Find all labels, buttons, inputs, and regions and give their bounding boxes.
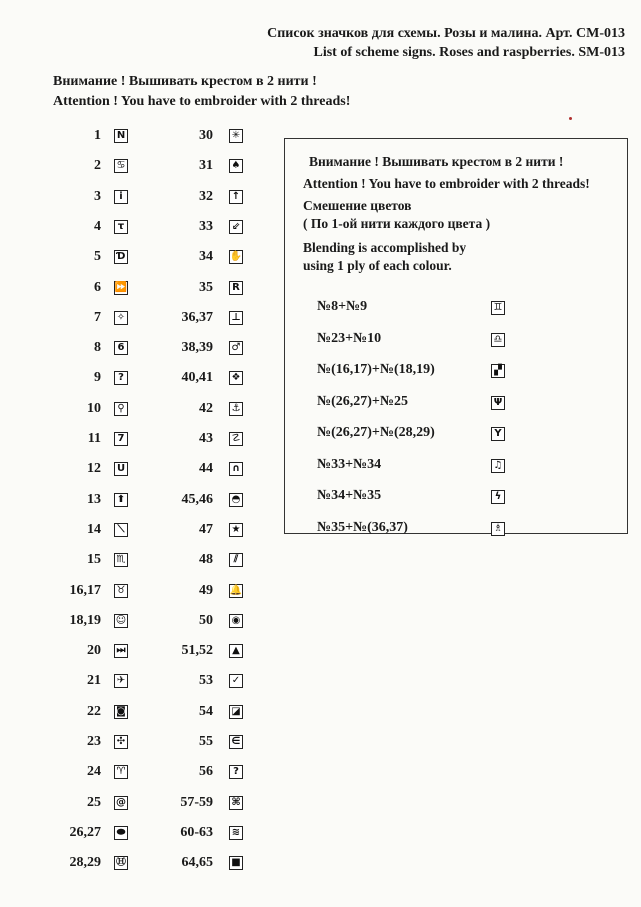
symbol-number: 11 — [87, 431, 101, 446]
symbol-icon: ☺ — [115, 614, 127, 626]
symbol-icon: ☡ — [229, 432, 243, 446]
blend-symbol-icon: Y — [491, 427, 505, 441]
blend-title-en: Blending is accomplished by — [303, 240, 467, 255]
symbol-number: 51,52 — [181, 643, 213, 659]
symbol-icon: Ⓗ — [116, 857, 126, 869]
symbol-number: 13 — [87, 491, 101, 507]
blend-label: №(16,17)+№(18,19) — [317, 362, 435, 377]
blend-note-en: using 1 ply of each colour. — [303, 258, 452, 273]
symbol-icon: ♠ — [229, 159, 243, 173]
symbol-icon: ⬆ — [114, 493, 128, 507]
symbol-icon: ✧ — [114, 311, 128, 325]
symbol-number: 60-63 — [180, 824, 213, 840]
symbol-number: 32 — [199, 188, 213, 204]
blend-symbol-icon: Ψ — [491, 396, 505, 410]
symbol-icon: ✳ — [229, 129, 243, 143]
symbol-icon: ⚓ — [229, 402, 243, 416]
symbol-number: 33 — [199, 218, 213, 234]
symbol-number: 56 — [199, 764, 213, 780]
attention-ru: Внимание ! Вышивать крестом в 2 нити ! — [53, 74, 317, 89]
symbol-icon: ? — [229, 765, 243, 779]
blend-symbol-icon: ♗ — [491, 522, 505, 536]
symbol-icon: i — [114, 190, 128, 204]
blend-label: №35+№(36,37) — [317, 519, 408, 535]
symbol-number: 7 — [94, 309, 101, 325]
symbol-number: 40,41 — [181, 370, 213, 386]
symbol-number: 44 — [199, 461, 213, 477]
symbol-icon: N — [114, 129, 128, 143]
symbol-number: 23 — [87, 734, 101, 749]
symbol-icon: ♉ — [114, 584, 128, 598]
symbol-number: 22 — [87, 703, 101, 719]
symbol-number: 4 — [94, 218, 101, 234]
blend-label: №8+№9 — [317, 299, 368, 314]
symbol-icon: U — [114, 462, 128, 476]
symbol-number: 25 — [87, 794, 101, 810]
blending-box — [284, 138, 628, 534]
symbol-number: 15 — [87, 552, 101, 568]
symbol-number: 50 — [199, 612, 213, 628]
symbol-icon: ◉ — [229, 614, 243, 628]
symbol-icon: ✓ — [229, 674, 243, 688]
symbol-icon: ♂ — [229, 341, 243, 355]
symbol-icon: ⫽ — [229, 553, 243, 567]
symbol-icon: ★ — [229, 523, 243, 537]
symbol-number: 10 — [87, 400, 101, 416]
symbol-number: 28,29 — [69, 855, 101, 871]
symbol-number: 9 — [94, 370, 101, 386]
symbol-icon: ∈ — [229, 735, 243, 749]
blend-symbol-icon: ♊ — [491, 301, 505, 315]
header — [267, 24, 625, 62]
symbol-number: 55 — [199, 734, 213, 749]
symbol-number: 2 — [94, 158, 101, 174]
symbol-number: 45,46 — [181, 491, 213, 507]
symbol-number: 20 — [87, 643, 101, 659]
symbol-number: 49 — [199, 582, 213, 598]
symbol-number: 53 — [199, 673, 213, 689]
symbol-number: 31 — [199, 158, 213, 174]
symbol-icon: ✋ — [229, 251, 243, 263]
blend-title-ru: Смешение цветов — [303, 198, 412, 213]
symbol-icon: ⏭ — [114, 644, 128, 658]
title-ru: Список значков для схемы. Розы и малина. Арт. СМ-013 — [267, 26, 625, 41]
symbol-icon: 6 — [114, 341, 128, 355]
stray-mark — [569, 117, 572, 120]
symbol-icon: ⌘ — [229, 796, 243, 810]
symbol-number: 6 — [94, 279, 101, 295]
symbol-number: 64,65 — [181, 855, 213, 871]
box-attention-ru: Внимание ! Вышивать крестом в 2 нити ! — [309, 154, 564, 169]
symbol-number: 35 — [199, 279, 213, 295]
symbol-number: 5 — [94, 249, 101, 265]
attention-block — [53, 72, 350, 112]
symbol-icon: ↑ — [229, 190, 243, 204]
symbol-number: 14 — [87, 521, 101, 537]
symbol-number: 57-59 — [180, 794, 213, 810]
symbol-icon: ? — [114, 371, 128, 385]
blend-label: №34+№35 — [317, 488, 382, 503]
symbol-icon: ⟍ — [114, 523, 128, 537]
symbol-icon: ✈ — [114, 674, 128, 688]
symbol-icon: ♋ — [114, 159, 128, 173]
symbol-number: 34 — [199, 249, 213, 265]
symbol-icon: ▲ — [229, 644, 243, 658]
symbol-number: 47 — [199, 521, 213, 537]
symbol-icon: 🔔 — [229, 584, 243, 596]
symbol-icon: ⚲ — [114, 402, 128, 416]
blend-symbol-icon: ♫ — [491, 459, 505, 473]
symbol-icon: ≋ — [229, 826, 243, 840]
blend-symbol-icon: ♎ — [491, 333, 505, 347]
title-en: List of scheme signs. Roses and raspberries. SM-013 — [313, 45, 625, 60]
symbol-icon: ◪ — [229, 705, 243, 719]
symbol-number: 12 — [87, 461, 101, 477]
symbol-number: 26,27 — [69, 824, 101, 840]
symbol-icon: ♈ — [114, 765, 128, 779]
attention-en: Attention ! You have to embroider with 2 threads! — [53, 94, 351, 109]
symbol-icon: ◓ — [229, 493, 243, 507]
symbol-number: 1 — [94, 128, 101, 143]
symbol-icon: ◙ — [114, 705, 128, 719]
symbol-icon: ⬬ — [114, 826, 128, 840]
symbol-icon: ❖ — [229, 371, 243, 385]
symbol-icon: R — [229, 281, 243, 295]
symbol-number: 42 — [199, 400, 213, 416]
symbol-number: 18,19 — [69, 612, 101, 628]
symbol-number: 21 — [87, 673, 101, 689]
symbol-number: 43 — [199, 431, 213, 446]
symbol-icon: ■ — [229, 856, 243, 870]
symbol-icon: 7 — [114, 432, 128, 446]
symbol-icon: ⊥ — [229, 311, 243, 325]
symbol-icon: ⇙ — [229, 220, 243, 234]
symbol-number: 24 — [87, 764, 101, 780]
symbol-number: 30 — [199, 128, 213, 143]
blend-label: №(26,27)+№(28,29) — [317, 425, 435, 440]
symbol-icon: @ — [116, 796, 126, 808]
blend-symbol-icon: ϟ — [491, 490, 505, 504]
symbol-number: 48 — [199, 552, 213, 568]
blend-note-ru: ( По 1-ой нити каждого цвета ) — [303, 216, 491, 231]
blend-label: №(26,27)+№25 — [317, 393, 408, 409]
symbol-number: 8 — [94, 340, 101, 356]
symbol-icon: ∩ — [229, 462, 243, 476]
symbol-number: 38,39 — [181, 340, 213, 356]
symbol-number: 16,17 — [69, 582, 101, 598]
symbol-number: 3 — [94, 188, 101, 204]
symbol-icon: ♏ — [114, 553, 128, 567]
symbol-number: 54 — [199, 703, 213, 719]
symbol-icon: ✣ — [114, 735, 128, 749]
blend-label: №23+№10 — [317, 330, 382, 346]
blend-symbol-icon: ▞ — [491, 364, 505, 378]
blend-label: №33+№34 — [317, 456, 382, 472]
symbol-number: 36,37 — [181, 309, 213, 325]
box-attention-en: Attention ! You have to embroider with 2 threads! — [303, 176, 590, 191]
symbol-icon: τ — [114, 220, 128, 234]
symbol-icon: ⏩ — [114, 281, 128, 293]
symbol-icon: Ɗ — [114, 250, 128, 264]
